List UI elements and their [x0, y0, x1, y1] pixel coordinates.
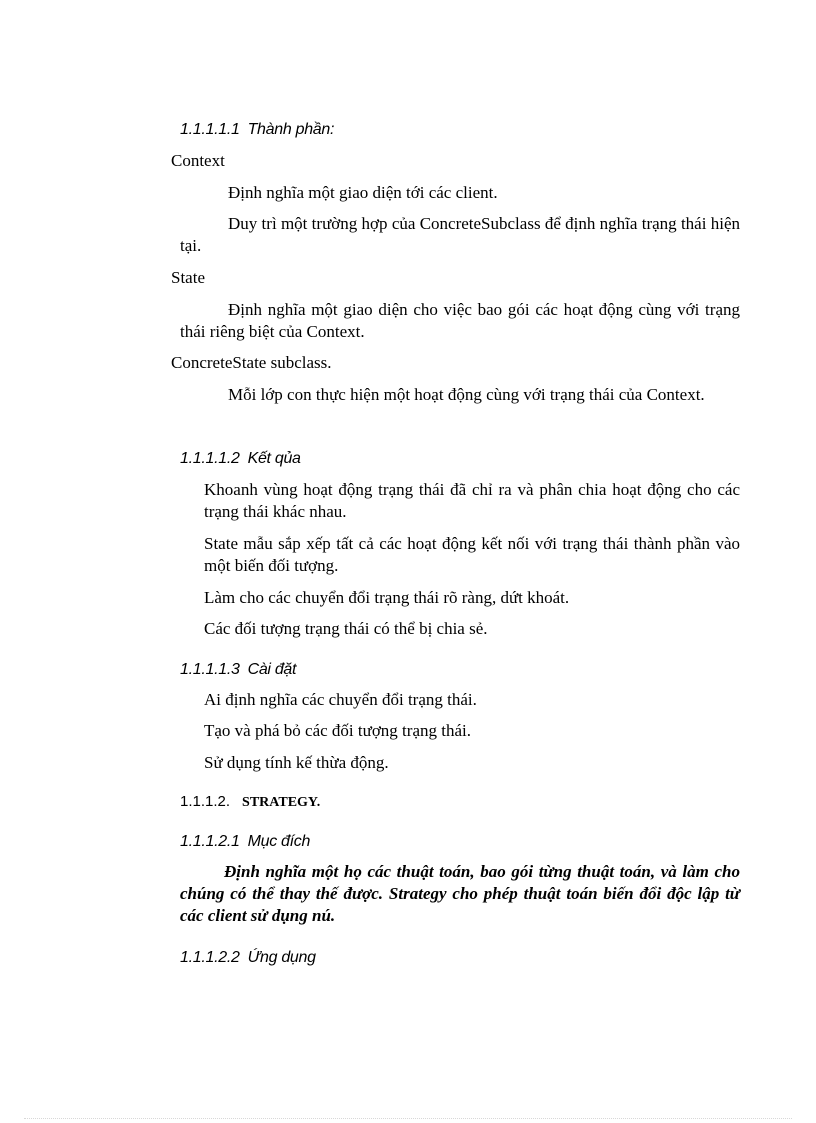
implementation-item-3: Sử dụng tính kế thừa động. — [204, 753, 389, 772]
implementation-item-2: Tạo và phá bỏ các đối tượng trạng thái. — [204, 721, 471, 740]
page-bottom-rule — [24, 1118, 792, 1119]
heading-title: Cài đặt — [247, 661, 297, 678]
implementation-item-1: Ai định nghĩa các chuyển đổi trạng thái. — [204, 690, 477, 709]
consequence-item-2: State mẫu sắp xếp tất cả các hoạt động kết nối với trạng thái thành phần vào một biến đối tượng. — [204, 534, 740, 575]
heading-title: STRATEGY. — [242, 795, 321, 810]
heading-strategy — [180, 791, 320, 814]
heading-number: 1.1.1.1.1 — [180, 121, 240, 138]
strategy-intent-paragraph: Định nghĩa một họ các thuật toán, bao gói từng thuật toán, và làm cho chúng có thể thay thế được. Strategy cho phép thuật toán biến đổi độc lập từ các client sử dụng nú. — [180, 862, 740, 925]
heading-number: 1.1.1.2.2 — [180, 949, 240, 966]
concrete-state-paragraph-1: Mỗi lớp con thực hiện một hoạt động cùng với trạng thái của Context. — [228, 385, 705, 404]
heading-ket-qua — [180, 448, 301, 470]
heading-number: 1.1.1.2. — [180, 793, 231, 810]
context-label: Context — [171, 151, 225, 170]
heading-title: Ứng dụng — [247, 949, 316, 966]
heading-ung-dung — [180, 947, 316, 969]
heading-title: Thành phần: — [247, 121, 335, 138]
consequence-item-4: Các đối tượng trạng thái có thể bị chia sẻ. — [204, 619, 488, 638]
context-paragraph-2: Duy trì một trường hợp của ConcreteSubclass để định nghĩa trạng thái hiện tại. — [180, 214, 740, 255]
consequence-item-3: Làm cho các chuyển đổi trạng thái rõ ràng, dứt khoát. — [204, 588, 570, 607]
heading-muc-dich — [180, 831, 310, 853]
heading-title: Kết qủa — [247, 450, 301, 467]
context-paragraph-1: Định nghĩa một giao diện tới các client. — [228, 183, 498, 202]
heading-thanh-phan — [180, 119, 334, 141]
heading-cai-dat — [180, 659, 296, 681]
consequence-item-1: Khoanh vùng hoạt động trạng thái đã chỉ ra và phân chia hoạt động cho các trạng thái khác nhau. — [204, 480, 740, 521]
state-label: State — [171, 268, 205, 287]
concrete-state-label: ConcreteState subclass. — [171, 353, 332, 372]
state-paragraph-1: Định nghĩa một giao diện cho việc bao gói các hoạt động cùng với trạng thái riêng biệt của Context. — [180, 300, 740, 341]
heading-number: 1.1.1.1.2 — [180, 450, 240, 467]
heading-number: 1.1.1.2.1 — [180, 833, 240, 850]
heading-title: Mục đích — [247, 833, 311, 850]
heading-number: 1.1.1.1.3 — [180, 661, 240, 678]
